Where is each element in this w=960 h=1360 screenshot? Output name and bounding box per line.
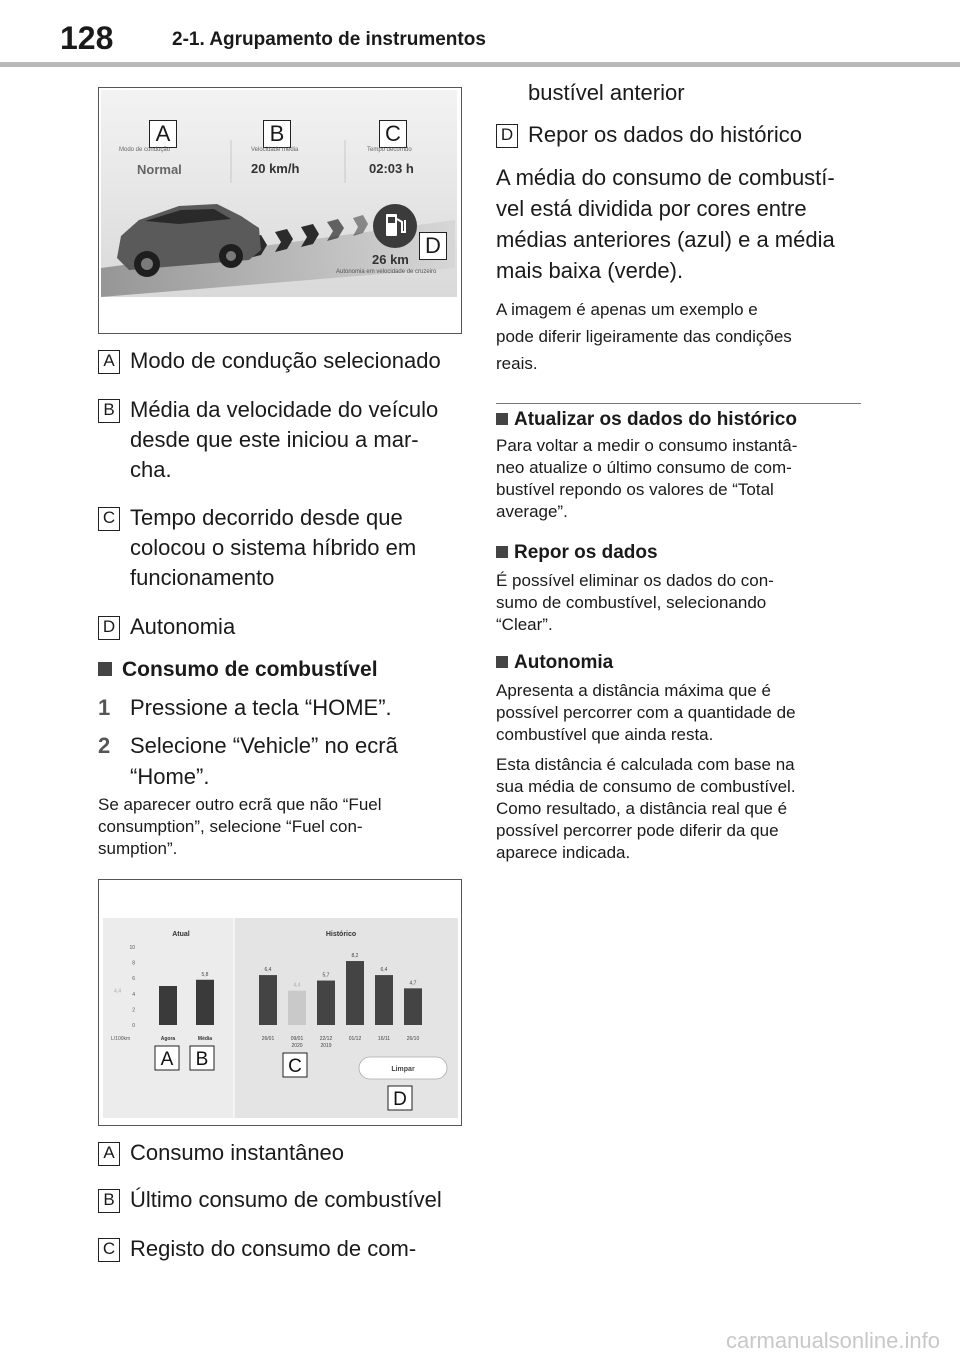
legend-text: cha. bbox=[130, 457, 172, 482]
fuel-consumption-chart bbox=[99, 880, 461, 1125]
legend-key: A bbox=[98, 350, 120, 374]
legend-text: Tempo decorrido desde que bbox=[130, 505, 403, 530]
range-caption: Autonomia em velocidade de cruzeiro bbox=[336, 269, 437, 275]
legend-text: Último consumo de combustível bbox=[130, 1187, 442, 1212]
subsection-update-history: Atualizar os dados do histórico Para voltar a medir o consumo instantâ- neo atualize o último consumo de com- bustível repondo os valores de “Total average”. bbox=[496, 409, 798, 521]
step-text: Pressione a tecla “HOME”. bbox=[130, 695, 392, 720]
legend-key: C bbox=[98, 1238, 120, 1262]
x-tick-sublabel: 2020 bbox=[291, 1043, 303, 1049]
legend-text: Registo do consumo de com- bbox=[130, 1236, 417, 1261]
value-drive-mode: Normal bbox=[137, 162, 182, 177]
callout-d: D bbox=[419, 232, 447, 260]
legend-text: desde que este iniciou a mar- bbox=[130, 427, 419, 452]
legend-text: Repor os dados do histórico bbox=[528, 122, 802, 147]
legend-key: B bbox=[98, 1189, 120, 1213]
y-tick-label: 8 bbox=[132, 960, 135, 967]
color-explanation: A média do consumo de combustí- vel está dividida por cores entre médias anteriores (azul) e a média mais baixa (verde). bbox=[496, 165, 835, 283]
square-bullet-icon bbox=[496, 656, 508, 668]
callout-letter: D bbox=[393, 1089, 407, 1110]
section-title: 2-1. Agrupamento de instrumentos bbox=[172, 29, 486, 50]
figure-fuel-chart bbox=[98, 879, 462, 1126]
x-tick-label: Média bbox=[197, 1036, 213, 1042]
square-bullet-icon bbox=[496, 546, 508, 558]
value-range: 26 km bbox=[372, 252, 409, 267]
x-tick-label: 26/10 bbox=[406, 1036, 420, 1042]
x-tick-label: 16/11 bbox=[377, 1036, 391, 1042]
legend-key: D bbox=[496, 124, 518, 148]
square-bullet-icon bbox=[496, 413, 508, 425]
y-tick-label: 4 bbox=[132, 991, 135, 998]
x-tick-label: Agora bbox=[160, 1036, 176, 1042]
page-header bbox=[0, 0, 960, 68]
current-title: Atual bbox=[172, 931, 190, 938]
subsection-heading: Atualizar os dados do histórico bbox=[514, 409, 797, 430]
y-tick-label: 6 bbox=[132, 976, 135, 983]
fuel-heading: Consumo de combustível bbox=[98, 658, 378, 682]
y-tick-label: 10 bbox=[129, 945, 135, 951]
subsection-heading: Repor os dados bbox=[514, 542, 658, 563]
y-tick-label: 0 bbox=[132, 1023, 135, 1029]
step-1 bbox=[98, 692, 392, 723]
x-tick-label: 09/01 bbox=[290, 1036, 304, 1042]
callout-a: A bbox=[149, 120, 177, 148]
bar-value-label: 6,4 bbox=[264, 967, 272, 974]
current-marker-label: 4,4 bbox=[114, 988, 121, 995]
legend-key: A bbox=[98, 1142, 120, 1166]
bar-value-label: 4,4 bbox=[293, 982, 301, 989]
unit-label: L/100km bbox=[111, 1036, 131, 1042]
callout-letter: B bbox=[195, 1049, 209, 1070]
bar-value-label: 5,8 bbox=[201, 971, 209, 978]
callout-b: B bbox=[263, 120, 291, 148]
legend-text: Autonomia bbox=[130, 614, 236, 639]
label-drive-mode: Modo de condução bbox=[119, 147, 171, 153]
legend-key: B bbox=[98, 399, 120, 423]
page-number: 128 bbox=[60, 20, 114, 56]
watermark: carmanualsonline.info bbox=[725, 1328, 940, 1353]
bar bbox=[346, 961, 364, 1025]
bar bbox=[159, 986, 177, 1025]
fuel-pump-icon bbox=[373, 204, 417, 248]
square-bullet-icon bbox=[98, 662, 112, 676]
subsection-heading: Autonomia bbox=[514, 652, 614, 673]
callout-c: C bbox=[379, 120, 407, 148]
x-tick-label: 22/12 bbox=[319, 1036, 333, 1042]
legend-figure1 bbox=[98, 346, 478, 646]
label-avg-speed: Velocidade média bbox=[251, 147, 299, 153]
image-disclaimer: A imagem é apenas um exemplo e pode diferir ligeiramente das condições reais. bbox=[496, 300, 792, 373]
bar-value-label: 8,2 bbox=[351, 953, 359, 960]
bar bbox=[317, 981, 335, 1025]
bar bbox=[375, 975, 393, 1025]
bar bbox=[288, 991, 306, 1025]
label-elapsed-time: Tempo decorrido bbox=[367, 147, 412, 153]
y-tick-label: 2 bbox=[132, 1007, 135, 1014]
bar-value-label: 4,7 bbox=[409, 980, 417, 987]
x-tick-sublabel: 2019 bbox=[320, 1043, 332, 1049]
x-tick-label: 26/01 bbox=[261, 1036, 275, 1042]
step-number: 2 bbox=[98, 733, 111, 758]
value-avg-speed: 20 km/h bbox=[251, 161, 300, 176]
bar bbox=[404, 988, 422, 1025]
clear-button-label: Limpar bbox=[391, 1066, 415, 1073]
fuel-note: Se aparecer outro ecrã que não “Fuel consumption”, selecione “Fuel con- sumption”. bbox=[98, 795, 382, 858]
legend-text: Consumo instantâneo bbox=[130, 1140, 345, 1165]
figure-drive-info bbox=[98, 87, 462, 334]
bar-value-label: 5,7 bbox=[322, 972, 330, 979]
callout-letter: A bbox=[160, 1049, 174, 1070]
step-text: “Home”. bbox=[130, 764, 210, 789]
history-title: Histórico bbox=[325, 931, 357, 938]
legend-text: Modo de condução selecionado bbox=[130, 348, 441, 373]
legend-text: colocou o sistema híbrido em bbox=[130, 535, 417, 560]
header-divider bbox=[0, 62, 960, 67]
value-elapsed-time: 02:03 h bbox=[369, 161, 414, 176]
step-2 bbox=[98, 730, 398, 789]
bar bbox=[259, 975, 277, 1025]
legend-text: Média da velocidade do veículo bbox=[130, 397, 439, 422]
section-divider bbox=[496, 403, 861, 404]
legend-text: funcionamento bbox=[130, 565, 275, 590]
subsection-range: Autonomia Apresenta a distância máxima que é possível percorrer com a quantidade de combustível que ainda resta. Esta distância é calculada com base na sua média de consumo de combustível. Como resultado, a distância real que é possível percorrer pode diferir da que aparece indicada. bbox=[496, 652, 796, 862]
legend-key: D bbox=[98, 616, 120, 640]
x-tick-label: 01/12 bbox=[348, 1036, 362, 1042]
legend-c-continuation: bustível anterior bbox=[528, 80, 685, 105]
subsection-reset-data: Repor os dados É possível eliminar os dados do con- sumo de combustível, selecionando “Clear”. bbox=[496, 542, 774, 634]
step-text: Selecione “Vehicle” no ecrã bbox=[130, 733, 398, 758]
legend-key: C bbox=[98, 507, 120, 531]
bar bbox=[196, 980, 214, 1025]
step-number: 1 bbox=[98, 695, 111, 720]
callout-letter: C bbox=[288, 1056, 302, 1077]
bar-value-label: 6,4 bbox=[380, 967, 388, 974]
